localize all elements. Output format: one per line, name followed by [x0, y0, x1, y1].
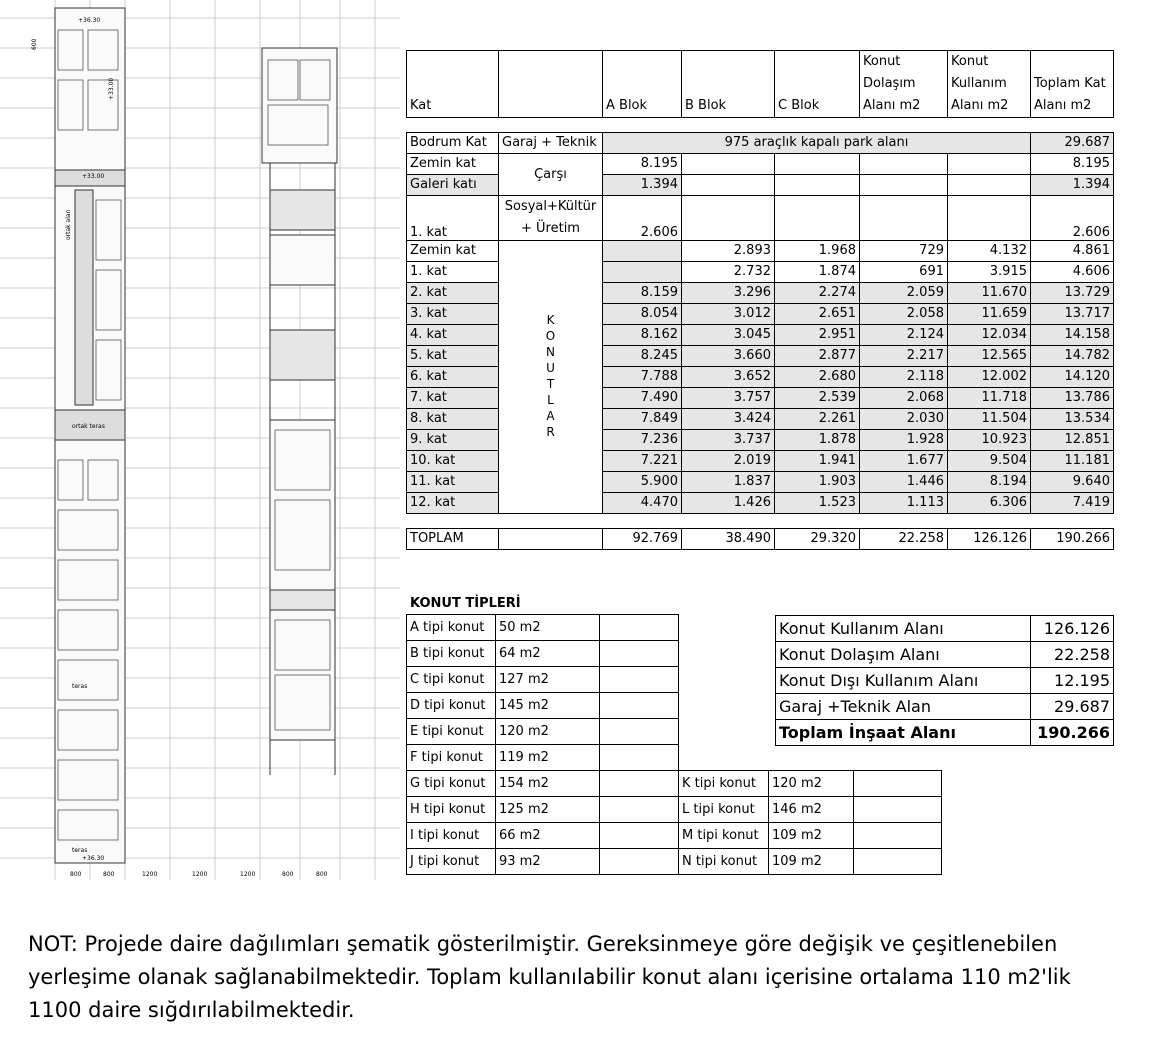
cell-total: 29.687 [1031, 133, 1114, 154]
cell-t: 14.120 [1031, 367, 1114, 388]
cell-kat: Zemin kat [407, 154, 499, 175]
cell-a: 8.195 [603, 154, 682, 175]
cell-c: 1.941 [775, 451, 860, 472]
cell-d: 1.677 [860, 451, 948, 472]
cell-b: 38.490 [682, 529, 775, 550]
summary-row [776, 616, 1114, 642]
cell-kat: Galeri katı [407, 175, 499, 196]
elevation-bottom-label: +36.30 [82, 855, 105, 862]
cell-t: 13.717 [1031, 304, 1114, 325]
konut-type-cell: C tipi konut [407, 667, 496, 693]
summary-value: 126.126 [1031, 616, 1114, 642]
cell-k: 11.659 [948, 304, 1031, 325]
cell-a: 92.769 [603, 529, 682, 550]
konut-type-cell: 145 m2 [496, 693, 600, 719]
cell-k: 12.002 [948, 367, 1031, 388]
cell-b: 1.426 [682, 493, 775, 514]
konut-type-cell: J tipi konut [407, 849, 496, 875]
cell-a [603, 262, 682, 283]
cell-b: 2.893 [682, 241, 775, 262]
cell-b: 1.837 [682, 472, 775, 493]
area-table [406, 50, 1114, 550]
header-toplam: Toplam Kat Alanı m2 [1031, 51, 1114, 118]
cell-b: 2.732 [682, 262, 775, 283]
teras-label-1: teras [72, 683, 88, 690]
summary-label: Garaj +Teknik Alan [776, 694, 1031, 720]
header-row [407, 51, 1114, 118]
cell-t: 14.158 [1031, 325, 1114, 346]
cell-kat: 4. kat [407, 325, 499, 346]
cell-k: 11.504 [948, 409, 1031, 430]
konut-type-cell: 119 m2 [496, 745, 600, 771]
ortak-alan-label: ortak alan [65, 209, 72, 240]
konut-type-cell: 127 m2 [496, 667, 600, 693]
cell-d: 729 [860, 241, 948, 262]
cell-b: 3.424 [682, 409, 775, 430]
cell-a: 2.606 [603, 196, 682, 241]
cell-kat: TOPLAM [407, 529, 499, 550]
cell-kat: 10. kat [407, 451, 499, 472]
cell-a: 8.054 [603, 304, 682, 325]
cell-kat: 1. kat [407, 196, 499, 241]
elevation-top-label: +36.30 [78, 17, 101, 24]
cell-b: 3.652 [682, 367, 775, 388]
header-a-blok: A Blok [603, 51, 682, 118]
konut-type-cell: 109 m2 [769, 849, 854, 875]
list-item [407, 797, 942, 823]
cell-c: 1.878 [775, 430, 860, 451]
cell-b: 3.012 [682, 304, 775, 325]
cell-k: 6.306 [948, 493, 1031, 514]
summary-row [776, 694, 1114, 720]
summary-value: 12.195 [1031, 668, 1114, 694]
konut-type-cell: N tipi konut [679, 849, 769, 875]
list-item [407, 823, 942, 849]
summary-row [776, 720, 1114, 746]
cell-c: 2.274 [775, 283, 860, 304]
cell-c: 2.877 [775, 346, 860, 367]
cell-d: 2.118 [860, 367, 948, 388]
konut-type-cell: I tipi konut [407, 823, 496, 849]
konut-type-cell: 64 m2 [496, 641, 600, 667]
cell-d: 1.928 [860, 430, 948, 451]
cell-c: 1.903 [775, 472, 860, 493]
konut-type-cell: L tipi konut [679, 797, 769, 823]
cell-k: 9.504 [948, 451, 1031, 472]
konut-type-cell: E tipi konut [407, 719, 496, 745]
cell-b: 3.757 [682, 388, 775, 409]
cell-b: 3.045 [682, 325, 775, 346]
cell-k: 11.718 [948, 388, 1031, 409]
konut-type-cell: 120 m2 [496, 719, 600, 745]
cell-b: 3.660 [682, 346, 775, 367]
cell-total: 1.394 [1031, 175, 1114, 196]
konutlar-label: KONUTLAR [499, 241, 603, 514]
cell-k: 11.670 [948, 283, 1031, 304]
konut-type-cell: H tipi konut [407, 797, 496, 823]
row-dim-label: 600 [31, 38, 38, 50]
cell-a: 7.849 [603, 409, 682, 430]
cell-total: 8.195 [1031, 154, 1114, 175]
cell-c: 2.951 [775, 325, 860, 346]
ortak-teras-label: ortak teras [72, 423, 105, 430]
header-c-blok: C Blok [775, 51, 860, 118]
konut-type-cell: G tipi konut [407, 771, 496, 797]
cell-d: 2.217 [860, 346, 948, 367]
konut-type-cell: 125 m2 [496, 797, 600, 823]
dim-label: 1200 [240, 871, 256, 878]
cell-carsi: Çarşı [499, 154, 603, 196]
konut-type-cell: 93 m2 [496, 849, 600, 875]
dim-label: 1200 [142, 871, 158, 878]
konut-rows [407, 241, 1114, 514]
cell-a: 5.900 [603, 472, 682, 493]
dim-label: 1200 [192, 871, 208, 878]
cell-kat: 3. kat [407, 304, 499, 325]
header-b-blok: B Blok [682, 51, 775, 118]
cell-kat: 8. kat [407, 409, 499, 430]
table-row [407, 154, 1114, 175]
dim-label: 800 [282, 871, 294, 878]
konut-type-cell: A tipi konut [407, 615, 496, 641]
konut-type-cell: B tipi konut [407, 641, 496, 667]
konut-type-cell: M tipi konut [679, 823, 769, 849]
cell-d: 2.059 [860, 283, 948, 304]
table-row-toplam [407, 529, 1114, 550]
cell-k: 10.923 [948, 430, 1031, 451]
header-use [499, 51, 603, 118]
summary-row [776, 642, 1114, 668]
cell-b: 3.296 [682, 283, 775, 304]
cell-t: 13.729 [1031, 283, 1114, 304]
cell-a: 7.221 [603, 451, 682, 472]
cell-t: 4.861 [1031, 241, 1114, 262]
cell-k: 4.132 [948, 241, 1031, 262]
cell-d: 2.030 [860, 409, 948, 430]
cell-kat: 7. kat [407, 388, 499, 409]
cell-t: 7.419 [1031, 493, 1114, 514]
konut-type-cell: F tipi konut [407, 745, 496, 771]
cell-kat: 12. kat [407, 493, 499, 514]
cell-d: 1.113 [860, 493, 948, 514]
cell-t: 13.786 [1031, 388, 1114, 409]
summary-label: Konut Dışı Kullanım Alanı [776, 668, 1031, 694]
table-row-sosyal [407, 196, 1114, 241]
konut-type-cell: 120 m2 [769, 771, 854, 797]
cell-c: 2.651 [775, 304, 860, 325]
summary-row [776, 668, 1114, 694]
cell-a: 7.788 [603, 367, 682, 388]
cell-c: 2.261 [775, 409, 860, 430]
konut-type-cell: 154 m2 [496, 771, 600, 797]
summary-value: 22.258 [1031, 642, 1114, 668]
cell-use: Garaj + Teknik [499, 133, 603, 154]
cell-kat: 6. kat [407, 367, 499, 388]
cell-d: 2.068 [860, 388, 948, 409]
cell-t: 13.534 [1031, 409, 1114, 430]
konut-type-cell: 50 m2 [496, 615, 600, 641]
cell-kat: Zemin kat [407, 241, 499, 262]
cell-k: 12.034 [948, 325, 1031, 346]
cell-b: 2.019 [682, 451, 775, 472]
summary-value: 190.266 [1031, 720, 1114, 746]
elevation-mid-label: +33.00 [82, 173, 105, 180]
cell-a [603, 241, 682, 262]
floor-plan-svg [0, 0, 400, 890]
cell-a: 8.162 [603, 325, 682, 346]
note-text: NOT: Projede daire dağılımları şematik gösterilmiştir. Gereksinmeye göre değişik ve çeşitlenebilen yerleşime olanak sağlanabilmektedir. Toplam kullanılabilir konut alanı içerisine ortalama 110 m2'lik 1100 daire sığdırılabilmektedir. [28, 932, 1071, 1022]
konut-type-cell: 109 m2 [769, 823, 854, 849]
summary-label: Konut Dolaşım Alanı [776, 642, 1031, 668]
cell-c: 2.539 [775, 388, 860, 409]
cell-t: 11.181 [1031, 451, 1114, 472]
cell-t: 12.851 [1031, 430, 1114, 451]
cell-kat: Bodrum Kat [407, 133, 499, 154]
cell-kullanim: 126.126 [948, 529, 1031, 550]
list-item [407, 745, 942, 771]
cell-d: 2.124 [860, 325, 948, 346]
list-item [407, 771, 942, 797]
cell-kat: 11. kat [407, 472, 499, 493]
cell-total: 2.606 [1031, 196, 1114, 241]
teras-label-2: teras [72, 847, 88, 854]
konut-type-cell: 66 m2 [496, 823, 600, 849]
konut-type-cell: K tipi konut [679, 771, 769, 797]
list-item [407, 849, 942, 875]
cell-c: 29.320 [775, 529, 860, 550]
header-kullanim: Konut Kullanım Alanı m2 [948, 51, 1031, 118]
cell-c: 1.968 [775, 241, 860, 262]
cell-dolasim: 22.258 [860, 529, 948, 550]
cell-d: 1.446 [860, 472, 948, 493]
header-dolasim: Konut Dolaşım Alanı m2 [860, 51, 948, 118]
dim-label: 800 [70, 871, 82, 878]
konut-type-cell: 146 m2 [769, 797, 854, 823]
floor-plan-drawing [0, 0, 400, 890]
cell-a: 8.159 [603, 283, 682, 304]
cell-k: 12.565 [948, 346, 1031, 367]
cell-b: 3.737 [682, 430, 775, 451]
dim-label: 800 [103, 871, 115, 878]
cell-d: 2.058 [860, 304, 948, 325]
cell-t: 14.782 [1031, 346, 1114, 367]
cell-use: Sosyal+Kültür + Üretim [499, 196, 603, 241]
cell-k: 3.915 [948, 262, 1031, 283]
summary-table [775, 615, 1114, 746]
cell-total: 190.266 [1031, 529, 1114, 550]
cell-c: 1.874 [775, 262, 860, 283]
cell-d: 691 [860, 262, 948, 283]
cell-kat: 5. kat [407, 346, 499, 367]
cell-a: 1.394 [603, 175, 682, 196]
header-kat: Kat [407, 51, 499, 118]
cell-k: 8.194 [948, 472, 1031, 493]
cell-t: 4.606 [1031, 262, 1114, 283]
cell-kat: 2. kat [407, 283, 499, 304]
cell-park-note: 975 araçlık kapalı park alanı [603, 133, 1031, 154]
cell-kat: 1. kat [407, 262, 499, 283]
cell-a: 4.470 [603, 493, 682, 514]
table-row [407, 241, 1114, 262]
konut-type-cell: D tipi konut [407, 693, 496, 719]
cell-t: 9.640 [1031, 472, 1114, 493]
summary-label: Konut Kullanım Alanı [776, 616, 1031, 642]
cell-a: 8.245 [603, 346, 682, 367]
elevation-side-label: +33.00 [108, 77, 115, 100]
konut-tipleri-title: KONUT TİPLERİ [410, 596, 521, 611]
cell-c: 1.523 [775, 493, 860, 514]
table-row-bodrum [407, 133, 1114, 154]
cell-kat: 9. kat [407, 430, 499, 451]
cell-c: 2.680 [775, 367, 860, 388]
summary-label: Toplam İnşaat Alanı [776, 720, 1031, 746]
dim-label: 800 [316, 871, 328, 878]
cell-a: 7.236 [603, 430, 682, 451]
cell-a: 7.490 [603, 388, 682, 409]
summary-value: 29.687 [1031, 694, 1114, 720]
